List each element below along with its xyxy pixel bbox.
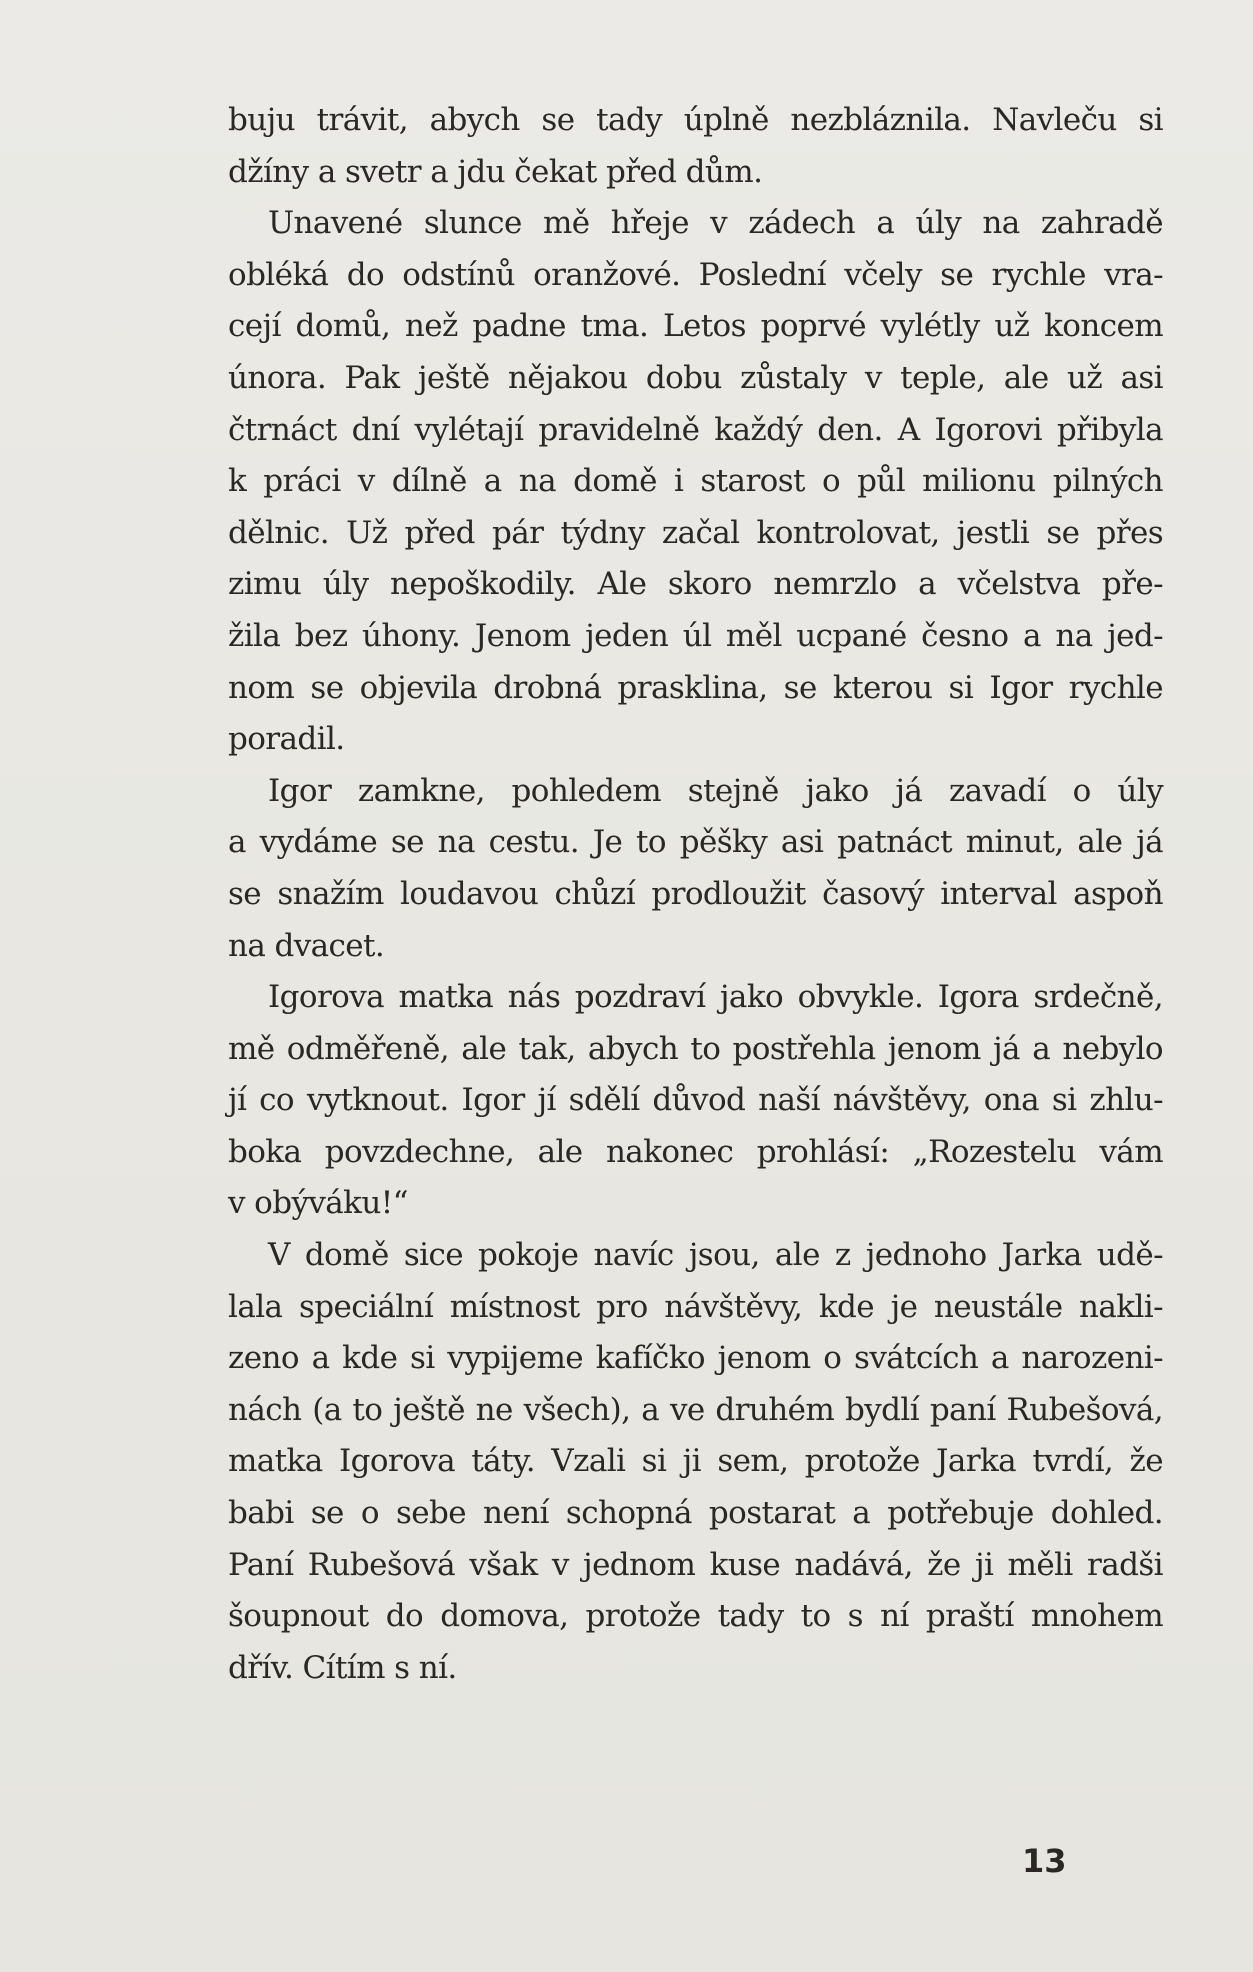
text-line: jí co vytknout. Igor jí sdělí důvod naší návštěvy, ona si zhlu- — [228, 1082, 1163, 1119]
text-line: se snažím loudavou chůzí prodloužit časový interval aspoň — [228, 875, 1163, 912]
text-line: a vydáme se na cestu. Je to pěšky asi patnáct minut, ale já — [228, 824, 1163, 861]
text-line: Paní Rubešová však v jednom kuse nadává, že ji měli radši — [228, 1546, 1163, 1583]
text-line: Igor zamkne, pohledem stejně jako já zavadí o úly — [268, 772, 1163, 809]
text-line: džíny a svetr a jdu čekat před dům. — [228, 153, 763, 190]
text-line: buju trávit, abych se tady úplně nezbláznila. Navleču si — [228, 102, 1163, 138]
text-line: února. Pak ještě nějakou dobu zůstaly v teple, ale už asi — [228, 359, 1163, 396]
page-number: 13 — [1022, 1842, 1067, 1880]
text-line: na dvacet. — [228, 927, 385, 964]
text-line: lala speciální místnost pro návštěvy, kde je neustále nakli- — [228, 1288, 1163, 1325]
text-line: Igorova matka nás pozdraví jako obvykle. Igora srdečně, — [268, 979, 1163, 1016]
text-line: žila bez úhony. Jenom jeden úl měl ucpané česno a na jed- — [228, 617, 1163, 654]
text-line: v obýváku!“ — [228, 1185, 408, 1222]
text-line: babi se o sebe není schopná postarat a potřebuje dohled. — [228, 1495, 1163, 1532]
text-line: zeno a kde si vypijeme kafíčko jenom o svátcích a narozeni- — [228, 1340, 1163, 1377]
paragraph-1 — [228, 95, 1163, 198]
text-line: matka Igorova táty. Vzali si ji sem, protože Jarka tvrdí, že — [228, 1443, 1163, 1480]
text-line: nom se objevila drobná prasklina, se kterou si Igor rychle — [228, 669, 1163, 706]
text-line: čtrnáct dní vylétají pravidelně každý den. A Igorovi přibyla — [228, 411, 1163, 448]
text-line: dřív. Cítím s ní. — [228, 1649, 457, 1686]
text-line: šoupnout do domova, protože tady to s ní praští mnohem — [228, 1598, 1163, 1635]
paragraph-4 — [228, 972, 1163, 1230]
paragraph-3 — [228, 766, 1163, 972]
text-line: mě odměřeně, ale tak, abych to postřehla jenom já a nebylo — [228, 1030, 1163, 1067]
text-line: zimu úly nepoškodily. Ale skoro nemrzlo a včelstva pře- — [228, 566, 1163, 603]
text-line: cejí domů, než padne tma. Letos poprvé vylétly už koncem — [228, 308, 1163, 345]
text-line: V domě sice pokoje navíc jsou, ale z jednoho Jarka udě- — [268, 1237, 1163, 1274]
text-line: k práci v dílně a na domě i starost o půl milionu pilných — [228, 463, 1163, 500]
text-line: nách (a to ještě ne všech), a ve druhém bydlí paní Rubešová, — [228, 1391, 1163, 1428]
paragraph-5 — [228, 1230, 1163, 1694]
text-line: dělnic. Už před pár týdny začal kontrolovat, jestli se přes — [228, 514, 1163, 551]
body-text — [228, 95, 1163, 1694]
text-line: boka povzdechne, ale nakonec prohlásí: „Rozestelu vám — [228, 1133, 1163, 1170]
text-line: poradil. — [228, 721, 345, 758]
text-line: Unavené slunce mě hřeje v zádech a úly na zahradě — [268, 205, 1163, 242]
text-line: obléká do odstínů oranžové. Poslední včely se rychle vra- — [228, 256, 1163, 293]
paragraph-2 — [228, 198, 1163, 766]
